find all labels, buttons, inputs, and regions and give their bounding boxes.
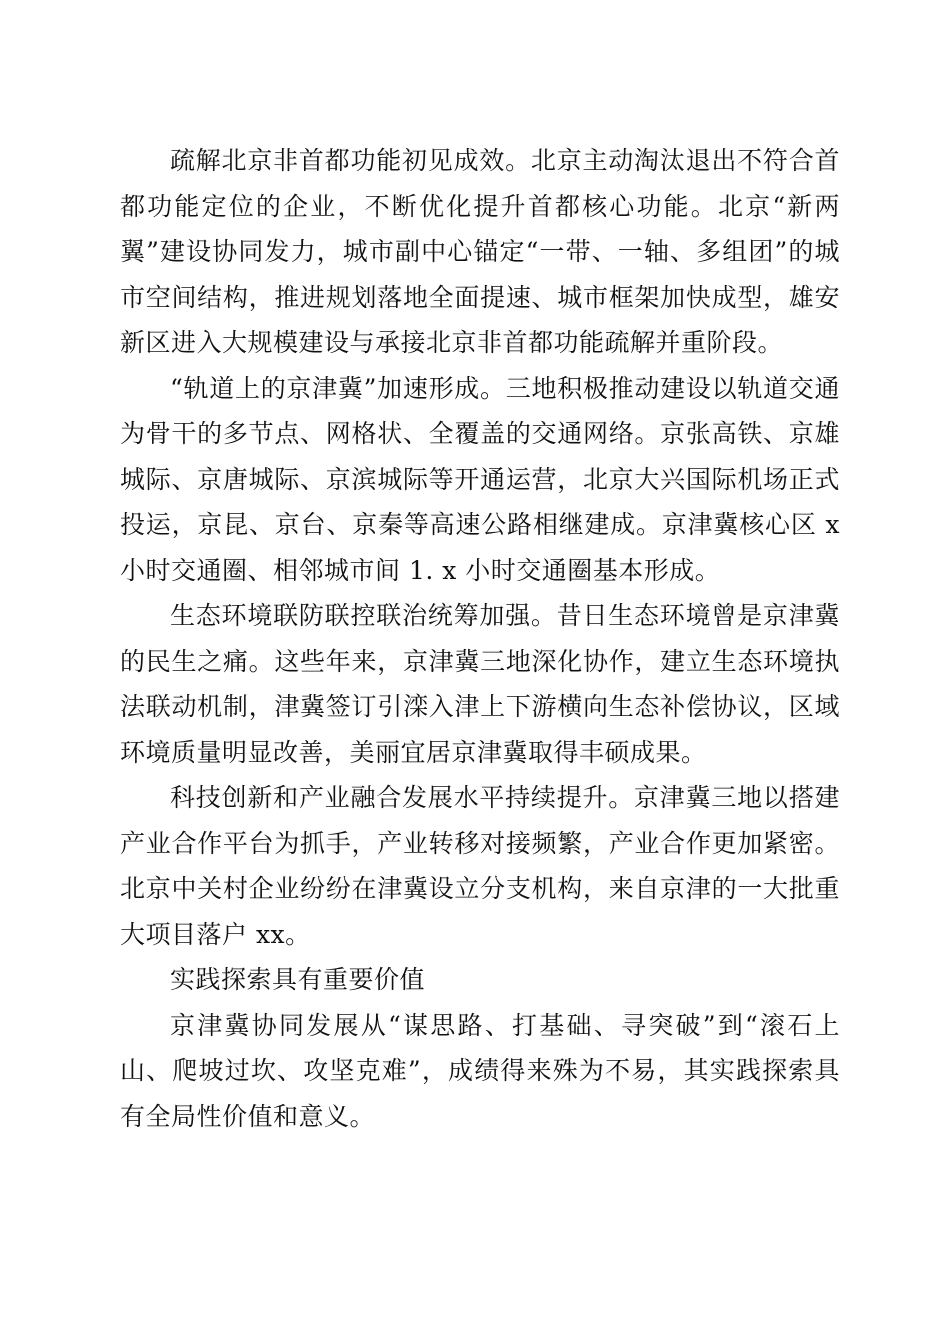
section-heading: 实践探索具有重要价值 [170, 965, 426, 994]
paragraph-technology: 科技创新和产业融合发展水平持续提升。京津冀三地以搭建产业合作平台为抓手，产业转移对接频繁，产业合作更加紧密。北京中关村企业纷纷在津冀设立分支机构，来自京津的一大批重大项目落户 xx。 [120, 783, 840, 949]
paragraph-decentralization: 疏解北京非首都功能初见成效。北京主动淘汰退出不符合首都功能定位的企业，不断优化提升首都核心功能。北京“新两翼”建设协同发力，城市副中心锚定“一带、一轴、多组团”的城市空间结构，推进规划落地全面提速、城市框架加快成型，雄安新区进入大规模建设与承接北京非首都功能疏解并重阶段。 [120, 146, 840, 357]
paragraph-ecology: 生态环境联防联控联治统筹加强。昔日生态环境曾是京津冀的民生之痛。这些年来，京津冀三地深化协作，建立生态环境执法联动机制，津冀签订引滦入津上下游横向生态补偿协议，区域环境质量明显改善，美丽宜居京津冀取得丰硕成果。 [120, 601, 840, 767]
paragraph-rail-transit: “轨道上的京津冀”加速形成。三地积极推动建设以轨道交通为骨干的多节点、网格状、全覆盖的交通网络。京张高铁、京雄城际、京唐城际、京滨城际等开通运营，北京大兴国际机场正式投运，京昆、京台、京秦等高速公路相继建成。京津冀核心区 x 小时交通圈、相邻城市间 1. x 小时交通圈基本形成。 [120, 373, 840, 585]
document-body [120, 138, 840, 1139]
paragraph-closing: 京津冀协同发展从“谋思路、打基础、寻突破”到“滚石上山、爬坡过坎、攻坚克难”，成绩得来殊为不易，其实践探索具有全局性价值和意义。 [120, 1010, 840, 1131]
